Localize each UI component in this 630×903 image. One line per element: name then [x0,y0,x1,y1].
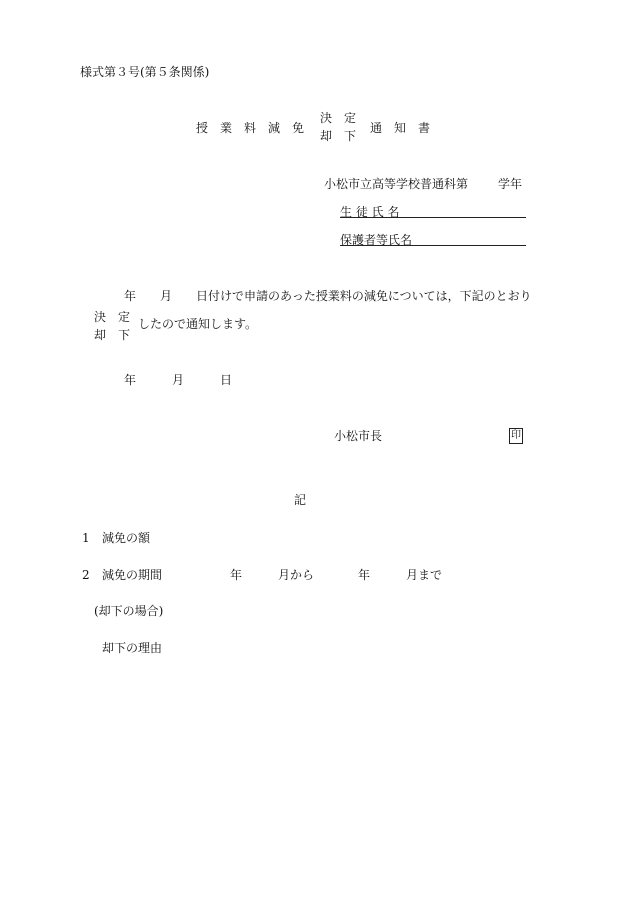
seal-mark: 印 [509,428,523,444]
body-year-label: 年 [124,289,137,303]
period-year-start: 年 [230,568,243,582]
grade-suffix: 学年 [498,177,523,191]
student-name-line [340,217,526,218]
period-year-end: 年 [358,568,371,582]
body-line1: 日付けで申請のあった授業料の減免については，下記のとおり [196,289,532,303]
title-suffix: 通 知 書 [370,121,431,135]
body-month-label: 月 [160,289,173,303]
title-option-rejection: 却 下 [320,129,357,143]
date-year: 年 [124,373,137,387]
body-line2: したので通知します。 [138,317,258,331]
title-prefix: 授 業 料 減 免 [196,121,305,135]
period-month-from: 月から [278,568,315,582]
rejection-heading: (却下の場合) [94,604,164,618]
item2-number: 2 [82,568,90,582]
rejection-reason-label: 却下の理由 [102,641,163,655]
body-option-rejection: 却 下 [94,328,131,342]
item1-label: 減免の額 [102,531,151,545]
record-heading: 記 [294,493,307,507]
period-month-to: 月まで [406,568,443,582]
body-option-decision: 決 定 [94,310,131,324]
date-day: 日 [220,373,233,387]
form-number: 様式第３号(第５条関係) [80,65,210,79]
issuer-title: 小松市長 [334,429,383,443]
item2-label: 減免の期間 [102,568,163,582]
guardian-name-label: 保護者等氏名 [340,233,413,247]
guardian-name-line [340,245,526,246]
school-name: 小松市立高等学校普通科第 [324,177,469,191]
title-option-decision: 決 定 [320,111,357,125]
item1-number: 1 [82,531,90,545]
date-month: 月 [172,373,185,387]
student-name-label: 生 徒 氏 名 [340,205,400,219]
